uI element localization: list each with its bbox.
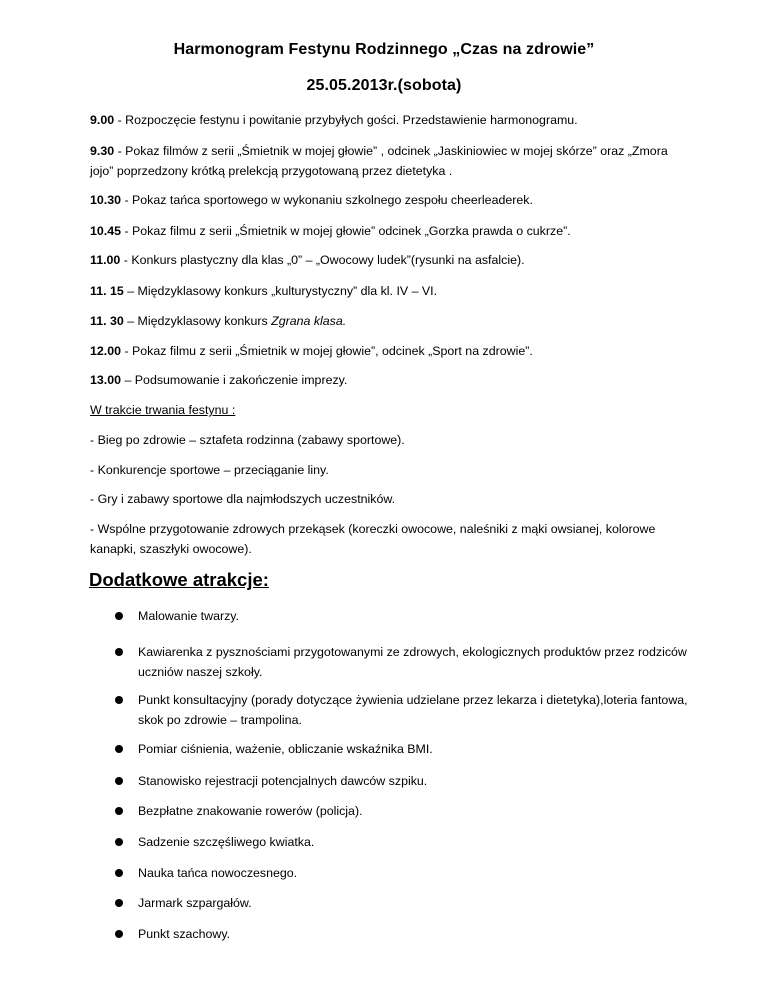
schedule-text: – Podsumowanie i zakończenie imprezy. bbox=[121, 373, 348, 387]
event-date: 25.05.2013r.(sobota) bbox=[306, 77, 462, 94]
schedule-text: - Pokaz tańca sportowego w wykonaniu szkolnego zespołu cheerleaderek. bbox=[121, 193, 533, 207]
extras-item: Malowanie twarzy. bbox=[138, 609, 239, 623]
during-item: - Gry i zabawy sportowe dla najmłodszych uczestników. bbox=[90, 492, 396, 506]
extras-item: Jarmark szpargałów. bbox=[138, 896, 252, 910]
schedule-item bbox=[90, 281, 690, 301]
schedule-item bbox=[90, 341, 690, 361]
extras-item: Stanowisko rejestracji potencjalnych dawców szpiku. bbox=[138, 774, 428, 788]
schedule-text: - Pokaz filmów z serii „Śmietnik w mojej głowie” , odcinek „Jaskiniowiec w mojej skórze” oraz „Zmora jojo” poprzedzony krótką prelekcją przygotowaną przez dietetyka . bbox=[90, 144, 668, 178]
schedule-item bbox=[90, 311, 690, 331]
schedule-text: – Międzyklasowy konkurs bbox=[123, 314, 272, 328]
schedule-item bbox=[90, 190, 690, 210]
bullet-icon bbox=[115, 777, 123, 785]
schedule-item bbox=[90, 370, 690, 390]
schedule-time: 11. 15 bbox=[90, 284, 124, 298]
schedule-text: - Pokaz filmu z serii „Śmietnik w mojej głowie”, odcinek „Sport na zdrowie”. bbox=[121, 344, 533, 358]
schedule-time: 9.00 bbox=[90, 113, 115, 127]
during-item: - Wspólne przygotowanie zdrowych przekąsek (koreczki owocowe, naleśniki z mąki owsianej, kolorowe kanapki, szaszłyki owocowe). bbox=[90, 522, 656, 556]
bullet-icon bbox=[115, 869, 123, 877]
during-item: - Bieg po zdrowie – sztafeta rodzinna (zabawy sportowe). bbox=[90, 433, 405, 447]
schedule-time: 10.30 bbox=[90, 193, 122, 207]
schedule-time: 11.00 bbox=[90, 253, 121, 267]
bullet-icon bbox=[115, 899, 123, 907]
extras-item: Pomiar ciśnienia, ważenie, obliczanie wskaźnika BMI. bbox=[138, 742, 433, 756]
extras-item: Punkt konsultacyjny (porady dotyczące żywienia udzielane przez lekarza i dietetyka),loteria fantowa, skok po zdrowie – trampolina. bbox=[138, 693, 688, 727]
bullet-icon bbox=[115, 612, 123, 620]
schedule-item bbox=[90, 221, 690, 241]
schedule-text: - Pokaz filmu z serii „Śmietnik w mojej głowie” odcinek „Gorzka prawda o cukrze”. bbox=[121, 224, 571, 238]
during-heading: W trakcie trwania festynu : bbox=[90, 403, 236, 417]
bullet-icon bbox=[115, 696, 123, 704]
extras-item: Nauka tańca nowoczesnego. bbox=[138, 866, 298, 880]
during-item: - Konkurencje sportowe – przeciąganie liny. bbox=[90, 463, 329, 477]
bullet-icon bbox=[115, 838, 123, 846]
extras-item: Punkt szachowy. bbox=[138, 927, 231, 941]
extras-item: Kawiarenka z pysznościami przygotowanymi ze zdrowych, ekologicznych produktów przez rodziców uczniów naszej szkoły. bbox=[138, 645, 687, 679]
schedule-text: – Międzyklasowy konkurs „kulturystyczny” dla kl. IV – VI. bbox=[123, 284, 438, 298]
schedule-italic: Zgrana klasa. bbox=[271, 314, 347, 328]
bullet-icon bbox=[115, 745, 123, 753]
schedule-time: 11. 30 bbox=[90, 314, 124, 328]
schedule-time: 13.00 bbox=[90, 373, 122, 387]
schedule-time: 10.45 bbox=[90, 224, 122, 238]
schedule-item bbox=[90, 250, 690, 270]
extras-item: Sadzenie szczęśliwego kwiatka. bbox=[138, 835, 315, 849]
bullet-icon bbox=[115, 648, 123, 656]
schedule-time: 12.00 bbox=[90, 344, 122, 358]
schedule-item bbox=[90, 110, 690, 130]
extras-item: Bezpłatne znakowanie rowerów (policja). bbox=[138, 804, 363, 818]
schedule-time: 9.30 bbox=[90, 144, 115, 158]
document-title: Harmonogram Festynu Rodzinnego „Czas na zdrowie” bbox=[173, 41, 595, 58]
extras-heading: Dodatkowe atrakcje: bbox=[89, 569, 269, 590]
bullet-icon bbox=[115, 807, 123, 815]
bullet-icon bbox=[115, 930, 123, 938]
schedule-text: - Rozpoczęcie festynu i powitanie przybyłych gości. Przedstawienie harmonogramu. bbox=[114, 113, 578, 127]
schedule-item bbox=[90, 141, 690, 181]
schedule-text: - Konkurs plastyczny dla klas „0” – „Owocowy ludek”(rysunki na asfalcie). bbox=[120, 253, 525, 267]
